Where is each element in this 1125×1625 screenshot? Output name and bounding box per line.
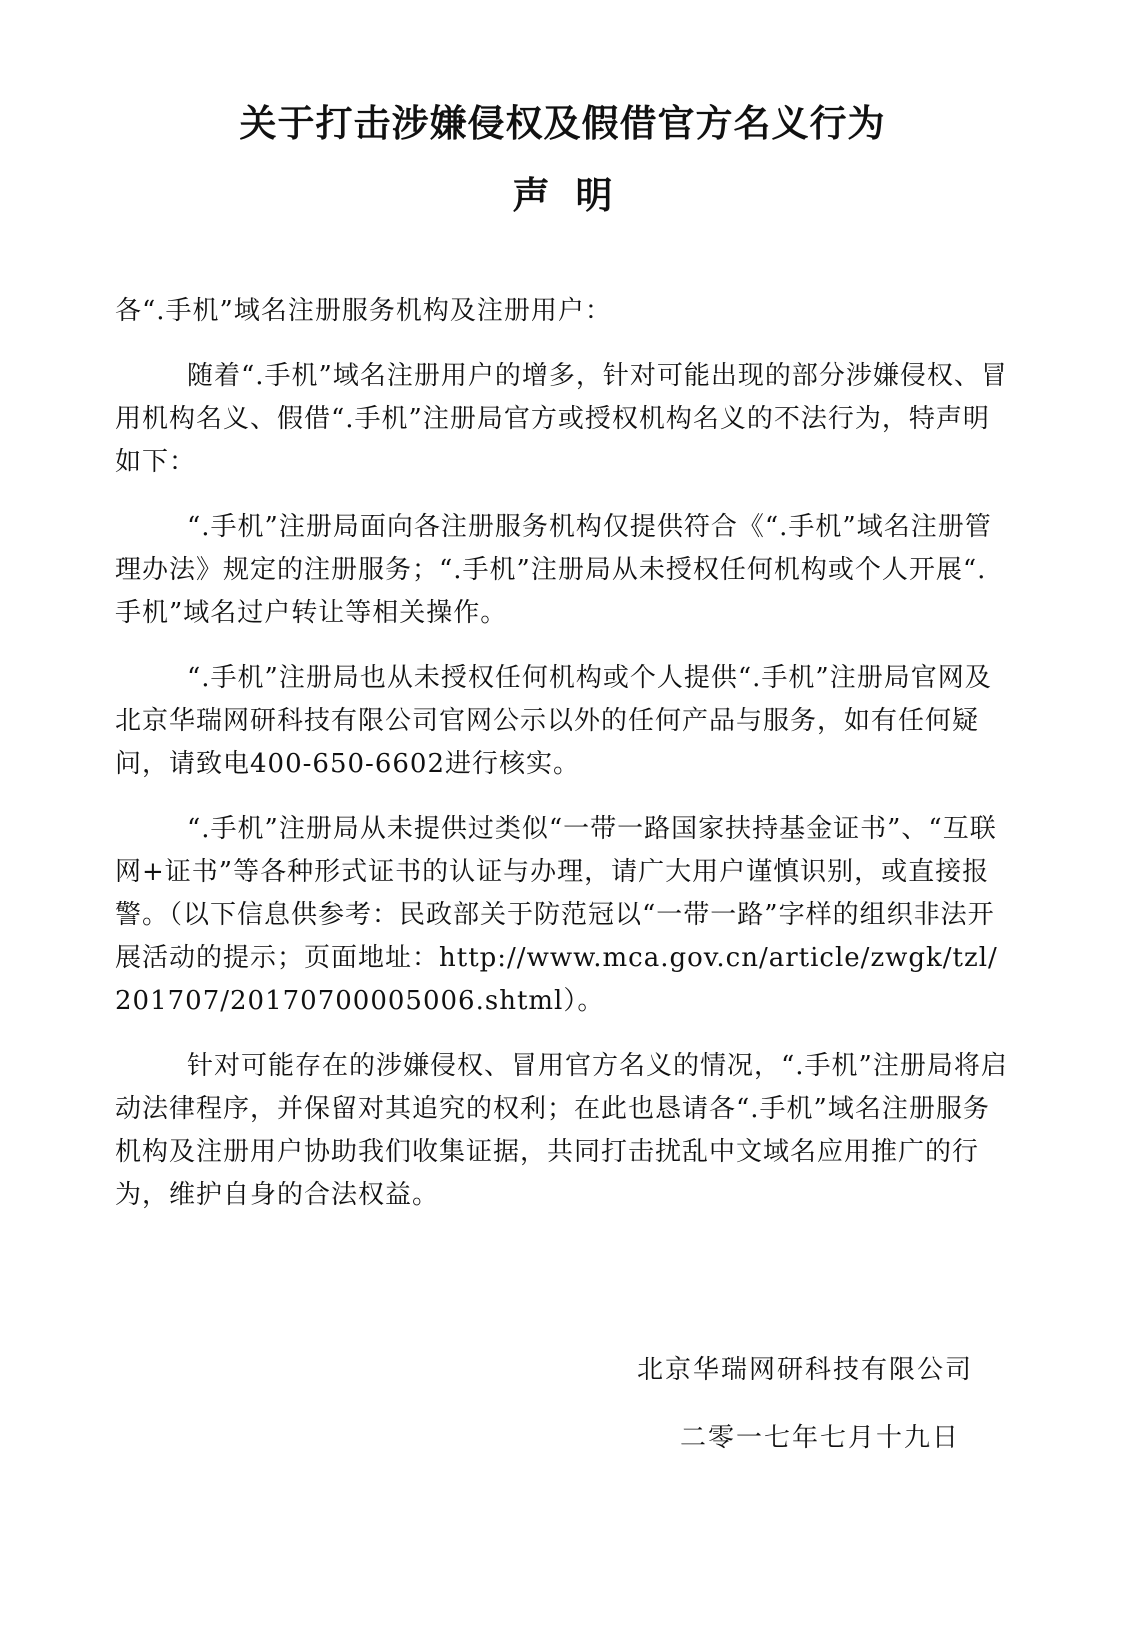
paragraph-intro: 随着“.手机”域名注册用户的增多，针对可能出现的部分涉嫌侵权、冒用机构名义、假借“.手机”注册局官方或授权机构名义的不法行为，特声明如下： (115, 361, 1008, 477)
document-title: 关于打击涉嫌侵权及假借官方名义行为 (239, 102, 886, 145)
document-subtitle: 声明 (512, 174, 639, 217)
document-body (115, 290, 1010, 1239)
paragraph-authorization: “.手机”注册局也从未授权任何机构或个人提供“.手机”注册局官网及北京华瑞网研科技有限公司官网公示以外的任何产品与服务，如有任何疑问，请致电400-650-6602进行核实。 (115, 663, 992, 779)
signature-company: 北京华瑞网研科技有限公司 (636, 1355, 973, 1385)
salutation: 各“.手机”域名注册服务机构及注册用户： (115, 296, 612, 326)
paragraph-registration-service: “.手机”注册局面向各注册服务机构仅提供符合《“.手机”域名注册管理办法》规定的注册服务；“.手机”注册局从未授权任何机构或个人开展“.手机”域名过户转让等相关操作。 (115, 512, 992, 628)
paragraph-certificates: “.手机”注册局从未提供过类似“一带一路国家扶持基金证书”、“互联网+证书”等各种形式证书的认证与办理，请广大用户谨慎识别，或直接报警。（以下信息供参考：民政部关于防范冠以“一带一路”字样的组织非法开展活动的提示；页面地址：http://www.mca.gov.cn/article/zwgk/tzl/201707/20170700005006.shtml）。 (115, 814, 998, 1016)
signature-date: 二零一七年七月十九日 (679, 1423, 960, 1453)
paragraph-legal-action: 针对可能存在的涉嫌侵权、冒用官方名义的情况，“.手机”注册局将启动法律程序，并保留对其追究的权利；在此也恳请各“.手机”域名注册服务机构及注册用户协助我们收集证据，共同打击扰乱中文域名应用推广的行为，维护自身的合法权益。 (115, 1051, 1008, 1210)
